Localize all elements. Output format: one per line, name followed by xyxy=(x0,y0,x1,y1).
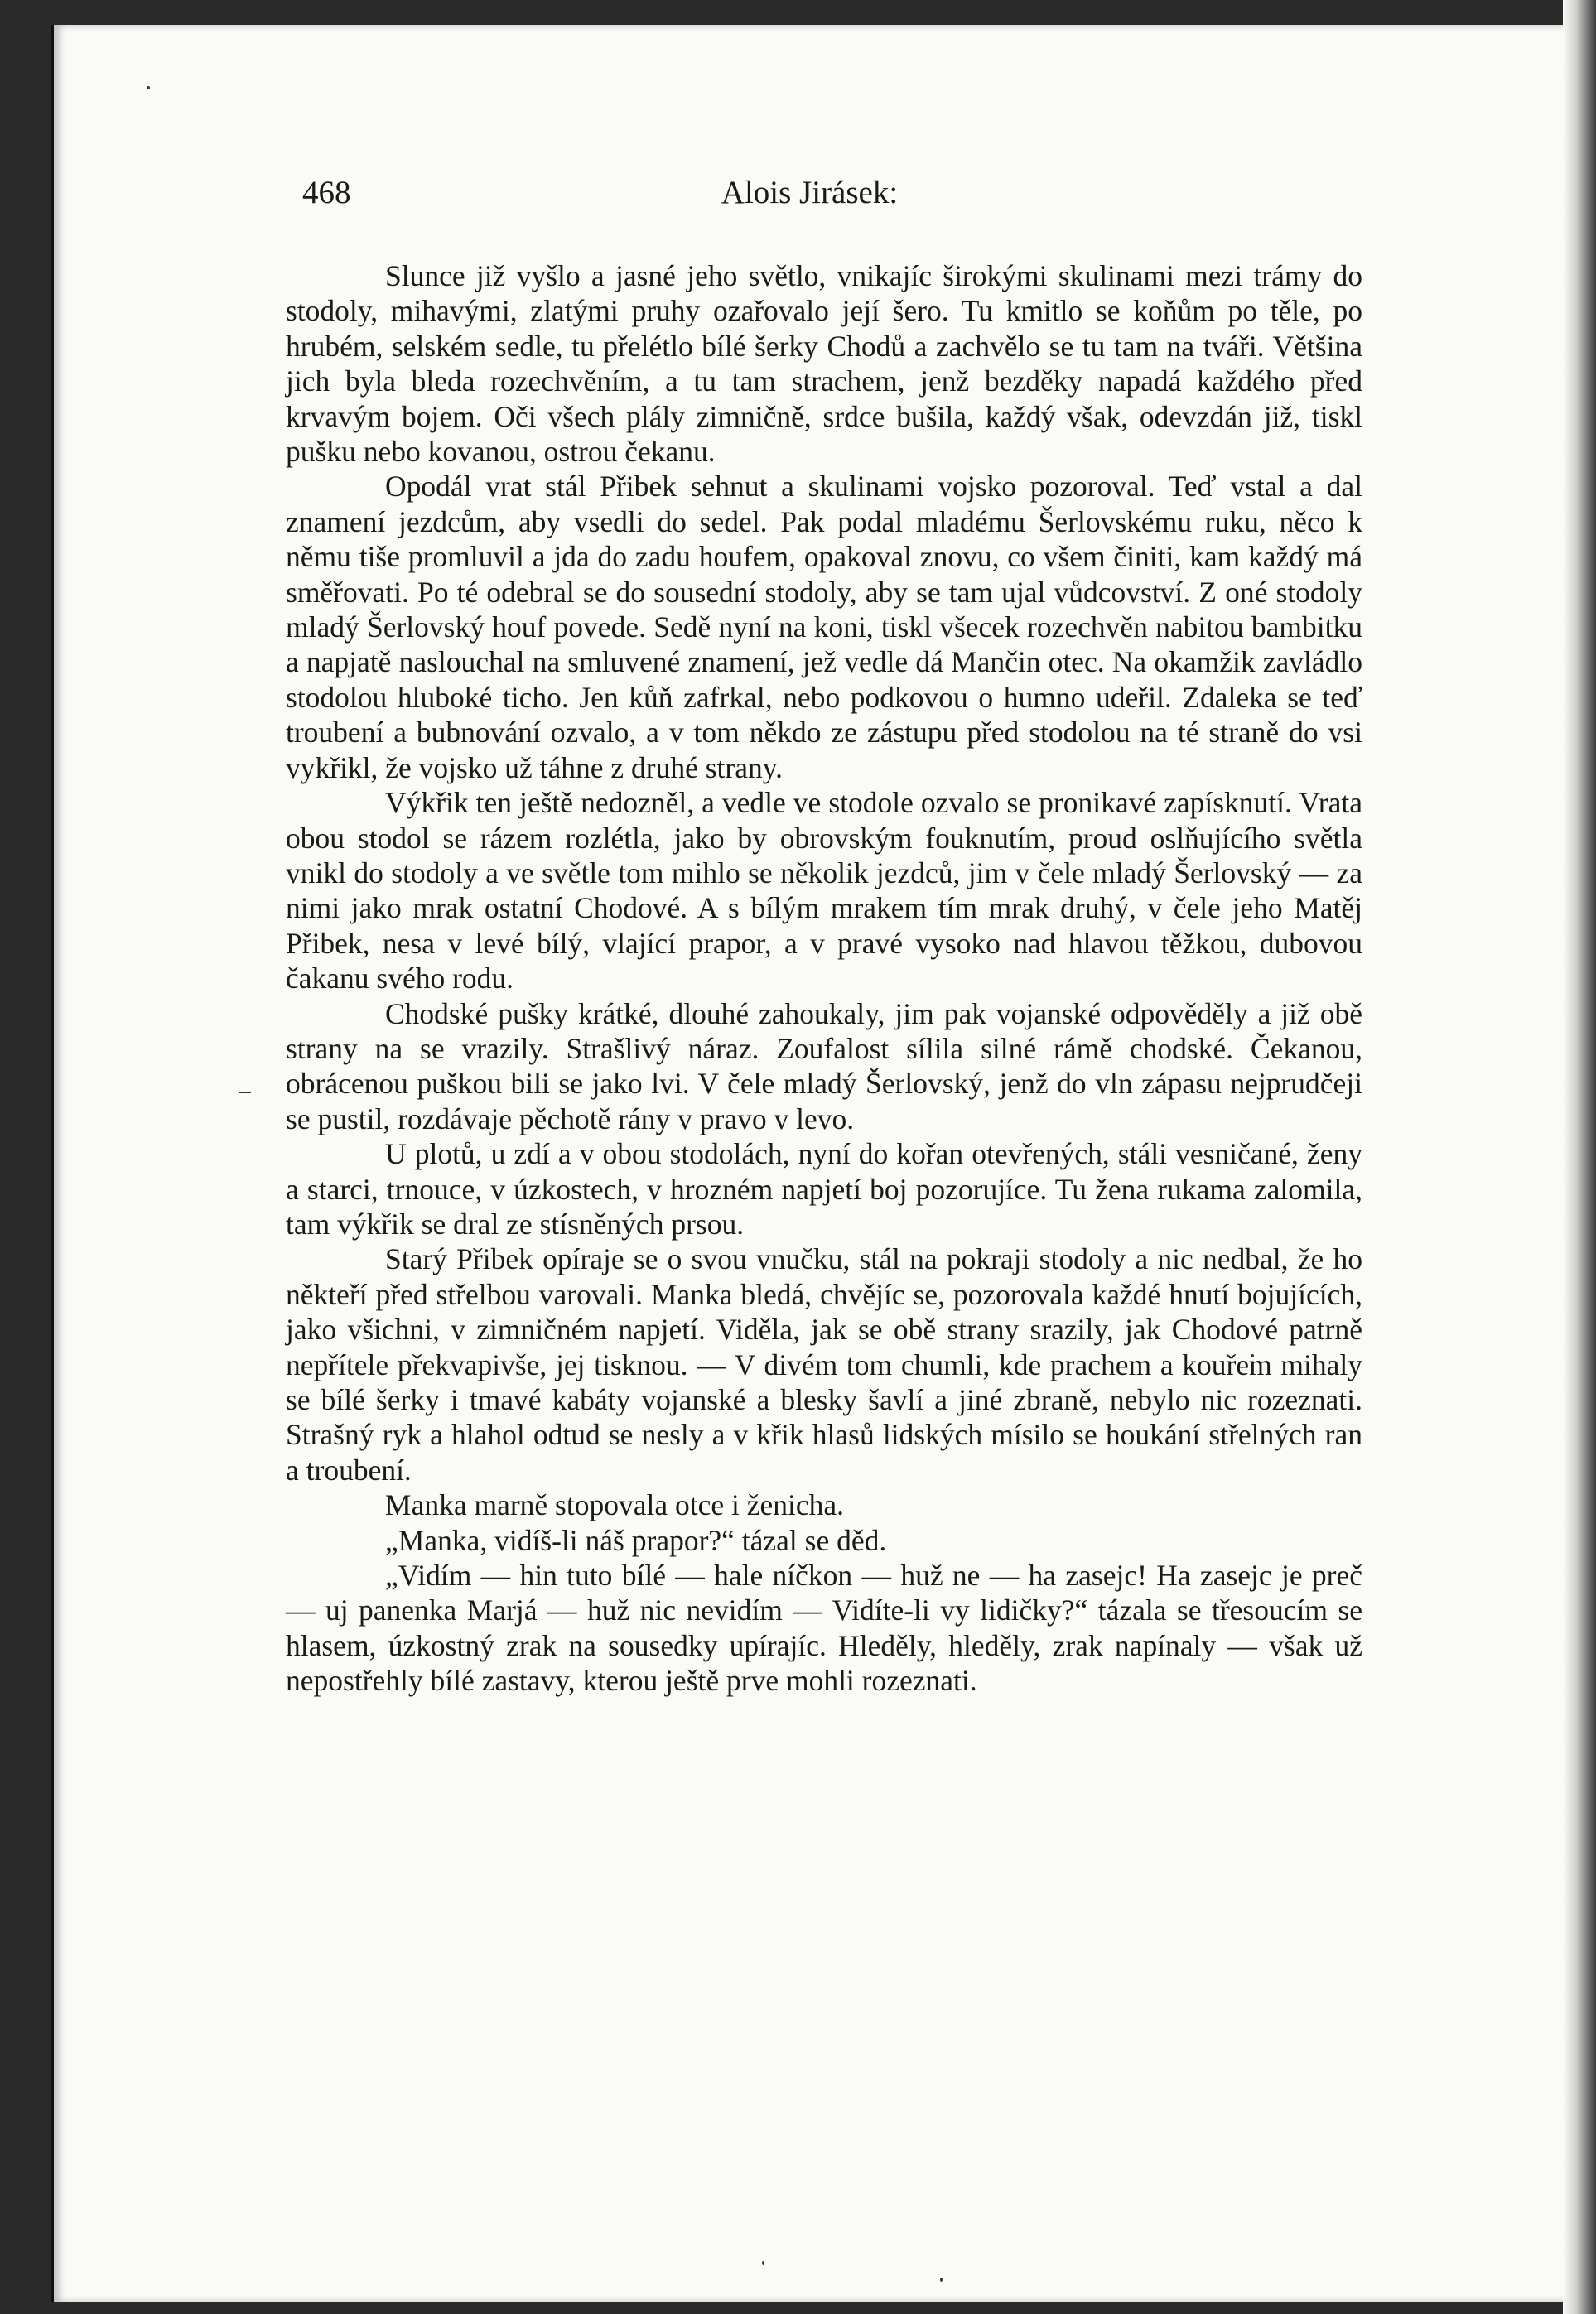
paragraph: Starý Přibek opíraje se o svou vnučku, stál na pokraji stodoly a nic nedbal, že ho někteří před střelbou varovali. Manka bledá, chvějíc se, pozorovala každé hnutí bojujících, jako všichni, v zimničném napjetí. Viděla, jak se obě strany srazily, jak Chodové patrně nepřítele překvapivše, jej tisknou. — V divém tom chumli, kde prachem a kouřem mihaly se bílé šerky i tmavé kabáty vojanské a blesky šavlí a jiné zbraně, nebylo nic rozeznati. Strašný ryk a hlahol odtud se nesly a v křik hlasů lidských mísilo se houkání střelných ran a troubení. xyxy=(286,1242,1362,1487)
paragraph: Chodské pušky krátké, dlouhé zahoukaly, jim pak vojanské odpověděly a již obě strany na se vrazily. Strašlivý náraz. Zoufalost sílila silné rámě chodské. Čekanou, obrácenou puškou bili se jako lvi. V čele mladý Šerlovský, jenž do vln zápasu nejprudčeji se pustil, rozdávaje pěchotě rány v pravo v levo. xyxy=(286,996,1362,1135)
ink-speck xyxy=(147,86,150,89)
body-text xyxy=(286,258,1362,1699)
page-edge-shadow xyxy=(1563,0,1596,2314)
paragraph: U plotů, u zdí a v obou stodolách, nyní do kořan otevřených, stáli vesničané, ženy a starci, trnouce, v úzkostech, v hrozném napjetí boj pozorujíce. Tu žena rukama zalomila, tam výkřik se dral ze stísněných prsou. xyxy=(286,1137,1362,1241)
page-number: 468 xyxy=(302,175,351,210)
running-head: Alois Jirásek: xyxy=(721,175,899,210)
ink-speck xyxy=(762,2261,764,2265)
paragraph: „Manka, vidíš-li náš prapor?“ tázal se děd. xyxy=(385,1523,887,1557)
ink-speck xyxy=(239,1092,251,1093)
paragraph: Manka marně stopovala otce i ženicha. xyxy=(385,1488,844,1522)
paragraph: Slunce již vyšlo a jasné jeho světlo, vnikajíc širokými skulinami mezi trámy do stodoly, mihavými, zlatými pruhy ozařovalo její šero. Tu kmitlo se koňům po těle, po hrubém, selském sedle, tu přelétlo bílé šerky Chodů a zachvělo se tu tam na tváři. Většina jich byla bleda rozechvěním, a tu tam strachem, jenž bezděky napadá každého před krvavým bojem. Oči všech plály zimničně, srdce bušila, každý však, odevzdán již, tiskl pušku nebo kovanou, ostrou čekanu. xyxy=(286,259,1362,469)
paragraph: Opodál vrat stál Přibek sehnut a skulinami vojsko pozoroval. Teď vstal a dal znamení jezdcům, aby vsedli do sedel. Pak podal mladému Šerlovskému ruku, něco k němu tiše promluvil a jda do zadu houfem, opakoval znovu, co všem činiti, kam každý má směřovati. Po té odebral se do sousední stodoly, aby se tam ujal vůdcovství. Z oné stodoly mladý Šerlovský houf povede. Sedě nyní na koni, tiskl všecek rozechvěn nabitou bambitku a napjatě naslouchal na smluvené znamení, jež vedle dá Mančin otec. Na okamžik zavládlo stodolou hluboké ticho. Jen kůň zafrkal, nebo podkovou o humno udeřil. Zdaleka se teď troubení a bubnování ozvalo, a v tom někdo ze zástupu před stodolou na té straně do vsi vykřikl, že vojsko už táhne z druhé strany. xyxy=(286,470,1362,784)
page-header xyxy=(253,174,1367,224)
ink-speck xyxy=(940,2278,943,2282)
paragraph: Výkřik ten ještě nedozněl, a vedle ve stodole ozvalo se pronikavé zapísknutí. Vrata obou stodol se rázem rozlétla, jako by obrovským fouknutím, proud oslňujícího světla vnikl do stodoly a ve světle tom mihlo se několik jezdců, jim v čele mladý Šerlovský — za nimi jako mrak ostatní Chodové. A s bílým mrakem tím mrak druhý, v čele jeho Matěj Přibek, nesa v levé bílý, vlající prapor, a v pravé vysoko nad hlavou těžkou, dubovou čakanu svého rodu. xyxy=(286,786,1362,996)
paragraph: „Vidím — hin tuto bílé — hale níčkon — huž ne — ha zasejc! Ha zasejc je preč — uj panenka Marjá — huž nic nevidím — Vidíte-li vy lidičky?“ tázala se třesoucím se hlasem, úzkostný zrak na sousedky upírajíc. Hleděly, hleděly, zrak napínaly — však už nepostřehly bílé zastavy, kterou ještě prve mohli rozeznati. xyxy=(286,1559,1362,1698)
